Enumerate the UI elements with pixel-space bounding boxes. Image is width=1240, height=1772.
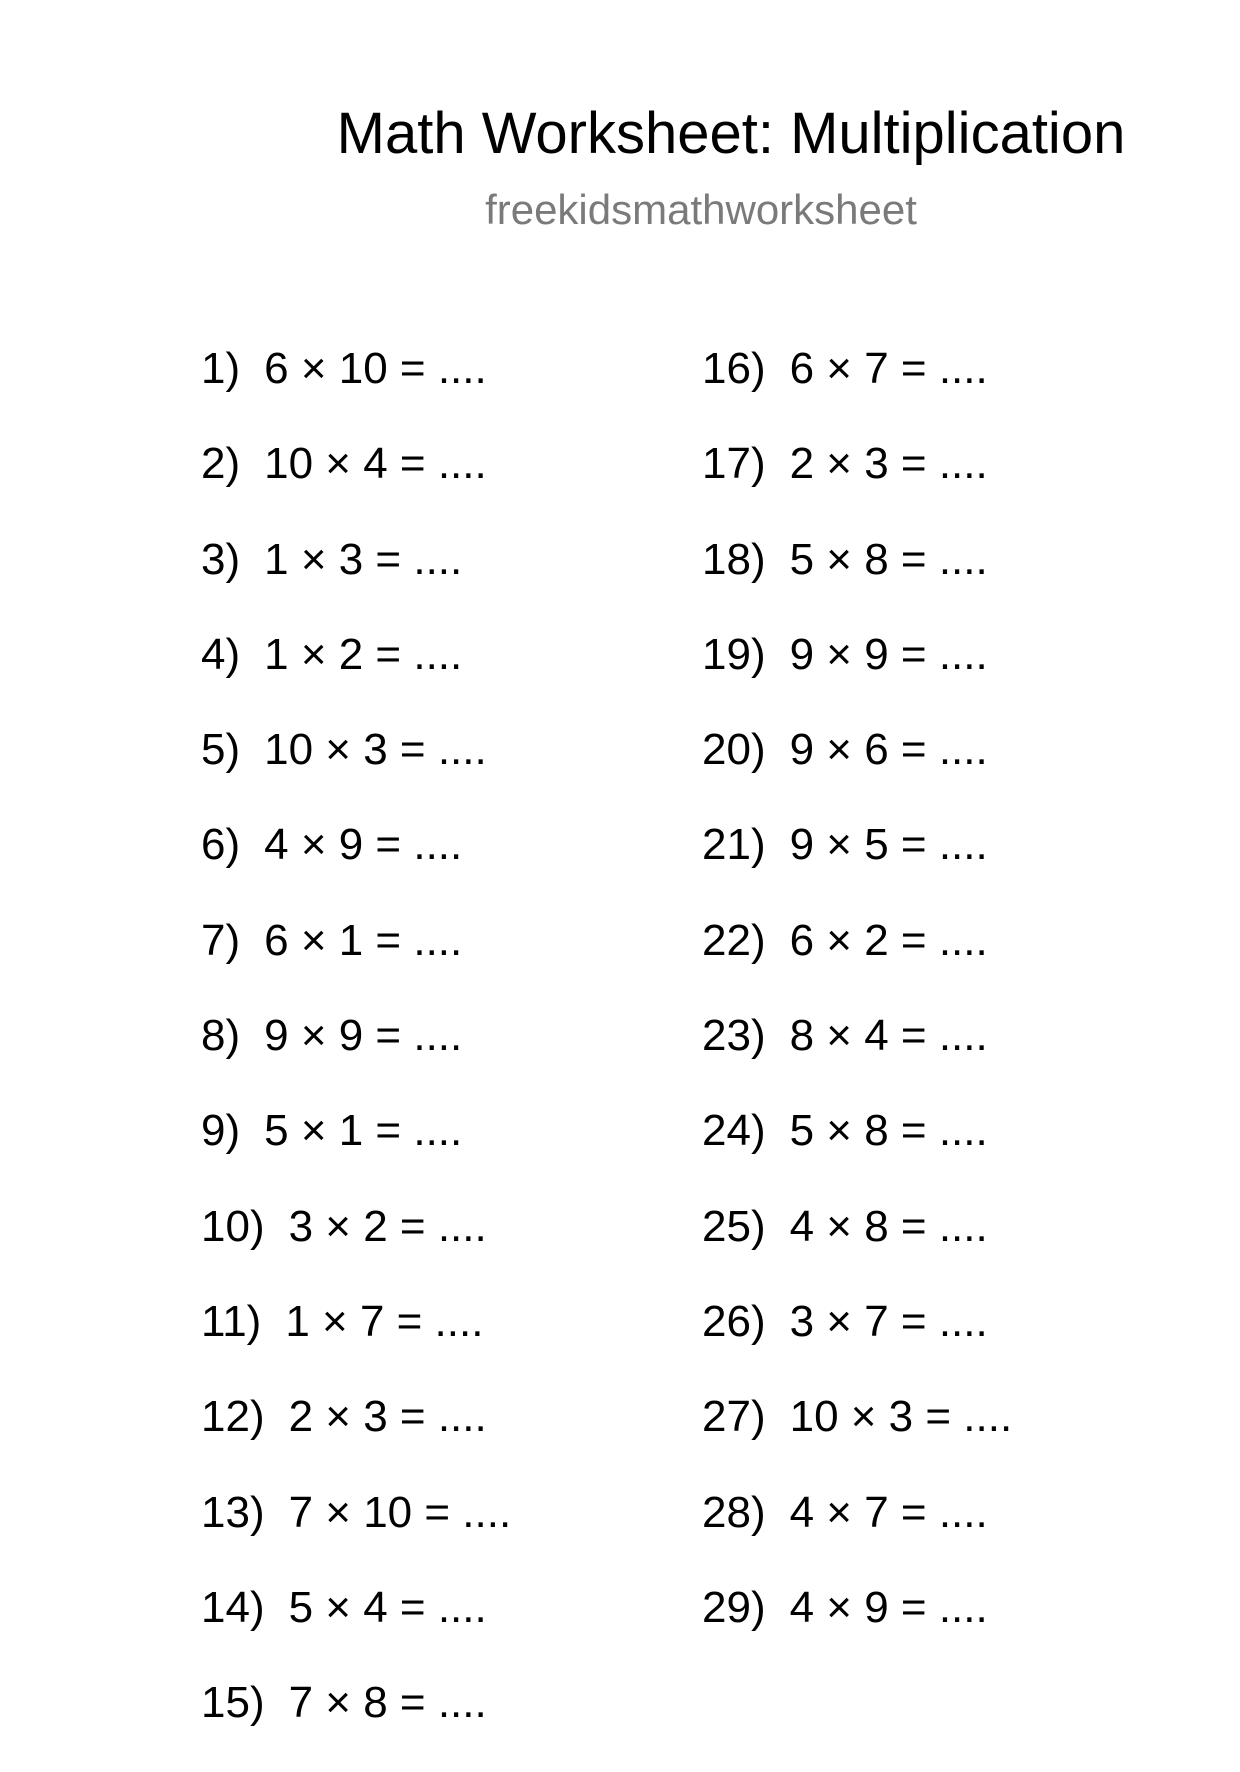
problem-item [702, 1201, 1012, 1296]
problem-expression: 6 × 7 = .... [789, 344, 988, 393]
problem-item [201, 724, 511, 819]
problem-number: 10) [201, 1201, 265, 1251]
problem-number: 4) [201, 629, 241, 679]
problem-item [702, 819, 1012, 914]
problem-number: 25) [702, 1201, 766, 1251]
problem-item [702, 534, 1012, 629]
problem-item [702, 438, 1012, 533]
problem-number: 27) [702, 1392, 766, 1442]
problem-expression: 9 × 6 = .... [789, 725, 988, 775]
problem-item [201, 1105, 511, 1200]
problem-number: 12) [201, 1392, 265, 1442]
problem-column-right [702, 343, 1012, 1677]
problem-number: 18) [702, 534, 766, 584]
problem-expression: 9 × 5 = .... [789, 820, 988, 870]
problem-number: 5) [201, 725, 241, 775]
problem-expression: 6 × 10 = .... [264, 344, 487, 393]
problem-expression: 4 × 7 = .... [789, 1487, 988, 1537]
problem-expression: 5 × 1 = .... [264, 1106, 463, 1156]
problem-item [201, 819, 511, 914]
problem-expression: 7 × 10 = .... [288, 1487, 512, 1537]
problem-expression: 1 × 3 = .... [264, 534, 463, 584]
problem-number: 6) [201, 820, 241, 870]
problem-item [201, 1010, 511, 1105]
problem-item [702, 343, 1012, 438]
problem-item [702, 915, 1012, 1010]
problem-number: 22) [702, 915, 766, 965]
problem-number: 16) [702, 344, 766, 393]
problem-expression: 3 × 2 = .... [288, 1201, 487, 1251]
problem-item [702, 1296, 1012, 1391]
problem-item [201, 1201, 511, 1296]
problem-item [201, 1582, 511, 1677]
problem-number: 17) [702, 439, 766, 489]
problem-item [702, 1105, 1012, 1200]
problem-expression: 9 × 9 = .... [789, 629, 988, 679]
problem-expression: 1 × 2 = .... [264, 629, 463, 679]
problem-number: 13) [201, 1487, 265, 1537]
problem-expression: 5 × 8 = .... [789, 1106, 988, 1156]
problem-number: 20) [702, 725, 766, 775]
problem-number: 9) [201, 1106, 241, 1156]
problem-item [702, 1391, 1012, 1486]
problem-number: 15) [201, 1678, 265, 1728]
worksheet-subtitle: freekidsmathworksheet [485, 186, 917, 233]
problem-expression: 7 × 8 = .... [288, 1678, 487, 1728]
problem-item [201, 1677, 511, 1772]
problem-expression: 9 × 9 = .... [264, 1011, 463, 1061]
problem-expression: 2 × 3 = .... [288, 1392, 487, 1442]
problem-number: 8) [201, 1011, 241, 1061]
problem-expression: 8 × 4 = .... [789, 1011, 988, 1061]
problem-item [702, 1487, 1012, 1582]
problem-expression: 4 × 8 = .... [789, 1201, 988, 1251]
problem-number: 11) [201, 1296, 262, 1346]
problem-number: 19) [702, 629, 766, 679]
problem-expression: 4 × 9 = .... [264, 820, 463, 870]
problem-number: 2) [201, 439, 241, 489]
problem-item [201, 1296, 511, 1391]
problem-item [201, 1487, 511, 1582]
problem-expression: 4 × 9 = .... [789, 1582, 988, 1632]
problem-number: 21) [702, 820, 766, 870]
problem-expression: 6 × 1 = .... [264, 915, 463, 965]
problem-item [201, 343, 511, 438]
problem-expression: 2 × 3 = .... [789, 439, 988, 489]
problem-number: 7) [201, 915, 241, 965]
problem-item [702, 1582, 1012, 1677]
problem-item [201, 629, 511, 724]
problem-number: 29) [702, 1582, 766, 1632]
problem-item [702, 724, 1012, 819]
problem-expression: 6 × 2 = .... [789, 915, 988, 965]
problem-item [702, 1010, 1012, 1105]
problem-expression: 3 × 7 = .... [789, 1296, 988, 1346]
problem-expression: 1 × 7 = .... [285, 1296, 484, 1346]
problem-number: 26) [702, 1296, 766, 1346]
problem-item [201, 915, 511, 1010]
problem-number: 3) [201, 534, 241, 584]
problem-expression: 10 × 3 = .... [264, 725, 487, 775]
problem-number: 14) [201, 1582, 265, 1632]
problem-expression: 10 × 3 = .... [789, 1392, 1013, 1442]
problem-number: 24) [702, 1106, 766, 1156]
problem-number: 1) [201, 344, 241, 393]
problem-number: 23) [702, 1011, 766, 1061]
problem-expression: 5 × 4 = .... [288, 1582, 487, 1632]
problem-item [702, 629, 1012, 724]
problem-expression: 5 × 8 = .... [789, 534, 988, 584]
worksheet-title: Math Worksheet: Multiplication [336, 101, 1126, 166]
problem-expression: 10 × 4 = .... [264, 439, 487, 489]
problem-item [201, 1391, 511, 1486]
problem-item [201, 438, 511, 533]
problem-number: 28) [702, 1487, 766, 1537]
problem-item [201, 534, 511, 629]
problem-column-left [201, 343, 511, 1772]
